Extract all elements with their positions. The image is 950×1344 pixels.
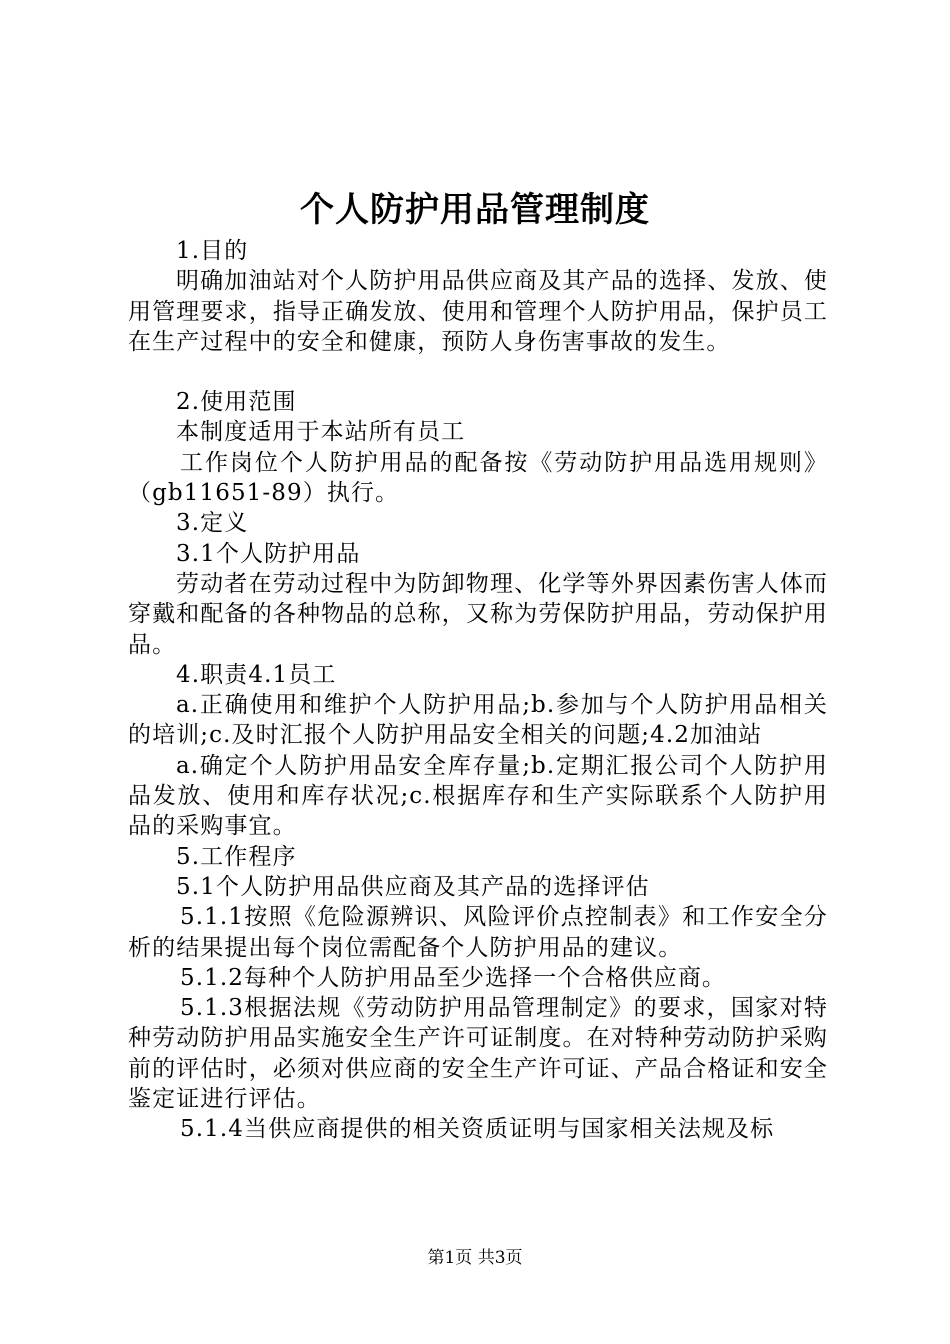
paragraph-station-duties: a.确定个人防护用品安全库存量;b.定期汇报公司个人防护用品发放、使用和库存状况;c.根据库存和生产实际联系个人防护用品的采购事宜。 <box>128 752 828 840</box>
section-heading-definition: 3.定义 <box>176 510 249 537</box>
page-footer: 第1页 共3页 <box>427 1248 523 1268</box>
section-heading-duties: 4.职责4.1员工 <box>176 661 337 688</box>
document-title: 个人防护用品管理制度 <box>300 190 650 230</box>
subheading-supplier-evaluation: 5.1个人防护用品供应商及其产品的选择评估 <box>176 873 650 900</box>
document-body <box>128 236 828 1145</box>
paragraph-5-1-2: 5.1.2每种个人防护用品至少选择一个合格供应商。 <box>180 964 727 991</box>
paragraph-equipment-standard: 工作岗位个人防护用品的配备按《劳动防护用品选用规则》（gb11651-89）执行。 <box>128 449 828 507</box>
section-heading-scope: 2.使用范围 <box>176 389 297 416</box>
paragraph-5-1-4: 5.1.4当供应商提供的相关资质证明与国家相关法规及标 <box>180 1116 775 1143</box>
subheading-ppe: 3.1个人防护用品 <box>176 540 361 567</box>
section-heading-purpose: 1.目的 <box>176 238 249 264</box>
paragraph-5-1-1: 5.1.1按照《危险源辨识、风险评价点控制表》和工作安全分析的结果提出每个岗位需配备个人防护用品的建议。 <box>128 904 828 961</box>
paragraph-employee-duties: a.正确使用和维护个人防护用品;b.参加与个人防护用品相关的培训;c.及时汇报个人防护用品安全相关的问题;4.2加油站 <box>128 692 828 749</box>
paragraph-gap <box>128 357 828 387</box>
paragraph-5-1-3: 5.1.3根据法规《劳动防护用品管理制定》的要求，国家对特种劳动防护用品实施安全生产许可证制度。在对特种劳动防护采购前的评估时，必须对供应商的安全生产许可证、产品合格证和安全鉴定证进行评估。 <box>128 995 828 1113</box>
paragraph-ppe-definition: 劳动者在劳动过程中为防卸物理、化学等外界因素伤害人体而穿戴和配备的各种物品的总称，又称为劳保防护用品，劳动保护用品。 <box>128 570 828 658</box>
section-heading-procedure: 5.工作程序 <box>176 843 297 870</box>
paragraph-scope: 本制度适用于本站所有员工 <box>176 419 466 446</box>
paragraph-purpose: 明确加油站对个人防护用品供应商及其产品的选择、发放、使用管理要求，指导正确发放、使用和管理个人防护用品，保护员工在生产过程中的安全和健康，预防人身伤害事故的发生。 <box>128 268 828 355</box>
